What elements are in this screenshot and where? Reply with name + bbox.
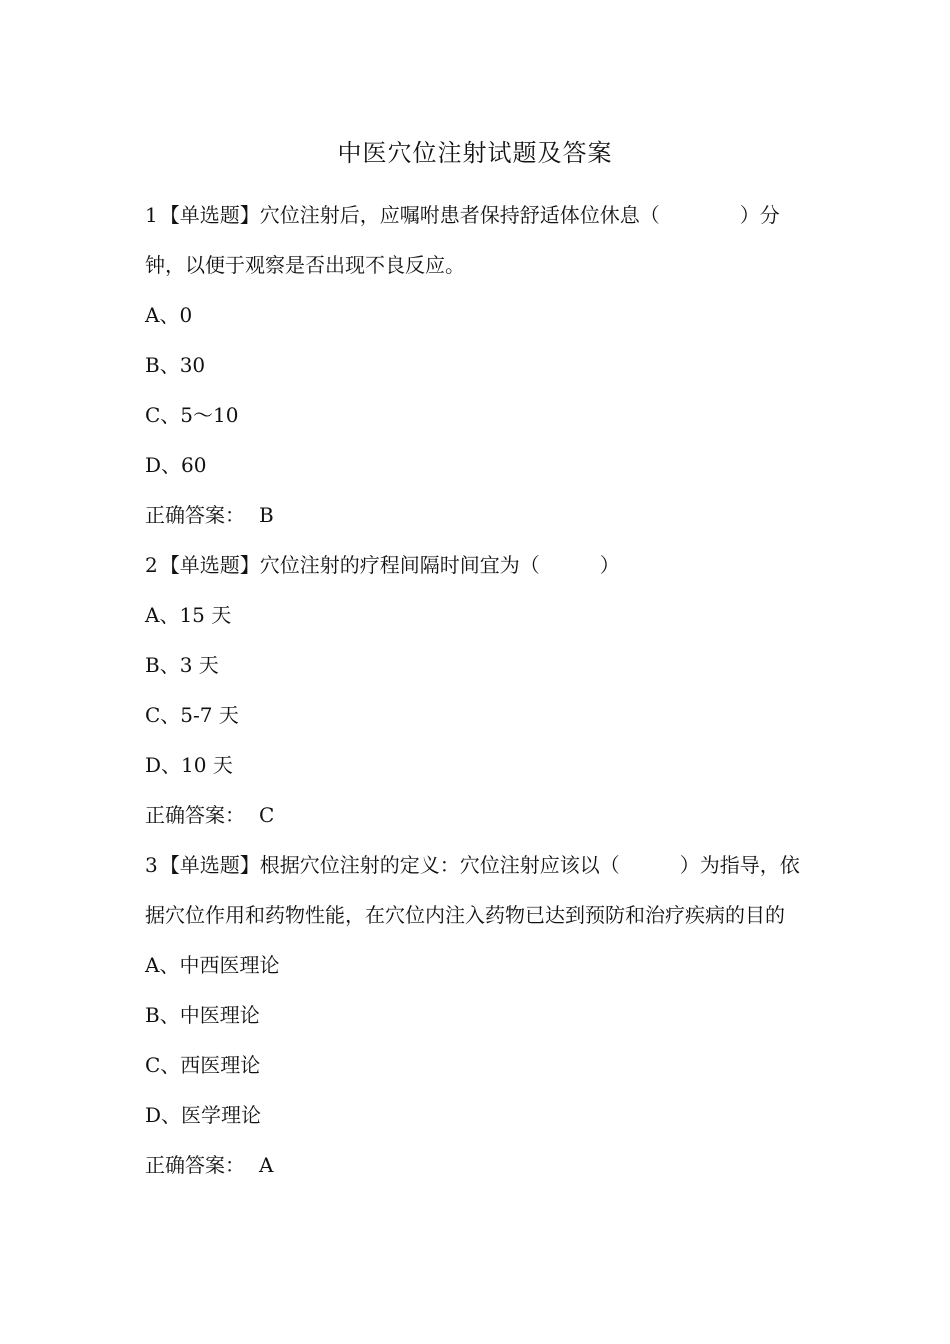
- option-d: D、医学理论: [145, 1103, 262, 1127]
- option-a: A、0: [145, 303, 193, 327]
- question-type: 【单选题】: [159, 553, 260, 577]
- question-text-before: 穴位注射后，应嘱咐患者保持舒适体位休息（: [259, 203, 660, 227]
- document-title: 中医穴位注射试题及答案: [337, 139, 613, 167]
- question-number: 3: [145, 853, 158, 877]
- question-type: 【单选题】: [159, 853, 260, 877]
- option-c: C、5～10: [145, 403, 239, 427]
- option-d: D、10 天: [145, 753, 233, 777]
- correct-answer: [145, 790, 815, 840]
- question-1-stem: [145, 190, 815, 290]
- answer-label: 正确答案：: [145, 503, 245, 527]
- option-a: A、15 天: [145, 603, 232, 627]
- question-2-stem: [145, 540, 815, 590]
- answer-value: C: [259, 803, 275, 827]
- question-text-before: 根据穴位注射的定义：穴位注射应该以（: [259, 853, 620, 877]
- correct-answer: [145, 1140, 815, 1190]
- option-b: B、3 天: [145, 653, 219, 677]
- question-number: 2: [145, 553, 158, 577]
- question-number: 1: [145, 203, 158, 227]
- answer-value: A: [259, 1153, 274, 1177]
- option-b: B、中医理论: [145, 1003, 260, 1027]
- question-1: [145, 190, 815, 540]
- question-text-before: 穴位注射的疗程间隔时间宜为（: [259, 553, 540, 577]
- option-c: C、西医理论: [145, 1053, 261, 1077]
- question-2: [145, 540, 815, 840]
- question-text-after: ）: [599, 553, 620, 577]
- answer-label: 正确答案：: [145, 803, 245, 827]
- question-type: 【单选题】: [159, 203, 260, 227]
- answer-label: 正确答案：: [145, 1153, 245, 1177]
- option-a: A、中西医理论: [145, 953, 280, 977]
- correct-answer: [145, 490, 815, 540]
- option-d: D、60: [145, 453, 207, 477]
- question-text-after: ）分钟，以便于观察是否出现不良反应。: [145, 203, 780, 277]
- question-3-stem: [145, 840, 815, 940]
- option-b: B、30: [145, 353, 206, 377]
- answer-value: B: [259, 503, 274, 527]
- question-text-after: ）为指导，依据穴位作用和药物性能，在穴位内注入药物已达到预防和治疗疾病的目的: [145, 853, 800, 927]
- question-list: [145, 190, 815, 1190]
- question-3: [145, 840, 815, 1190]
- option-c: C、5-7 天: [145, 703, 239, 727]
